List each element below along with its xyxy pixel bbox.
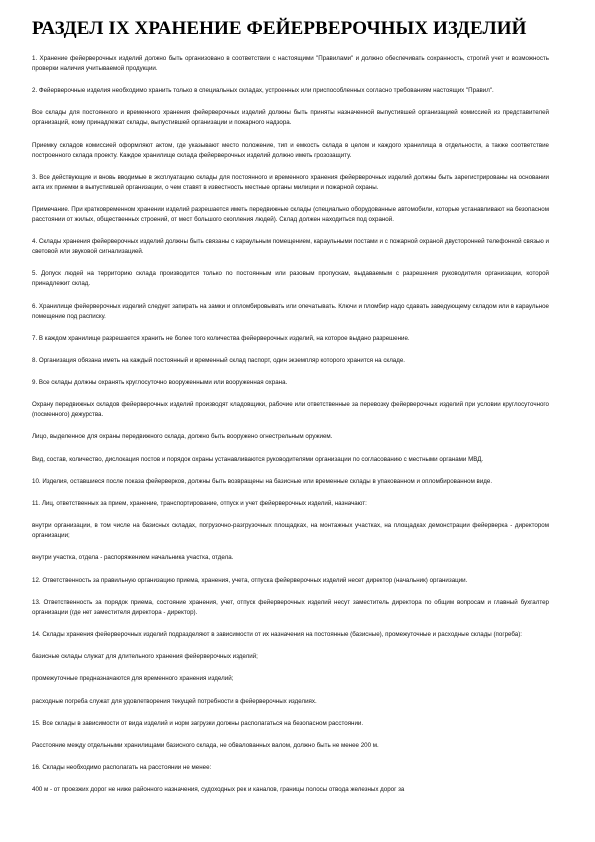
paragraph: 8. Организация обязана иметь на каждый постоянный и временный склад паспорт, один экземпляр которого хранится на складе. <box>32 356 406 364</box>
paragraph: 7. В каждом хранилище разрешается хранить не более того количества фейерверочных изделий, на которое выдано разрешение. <box>32 334 410 342</box>
paragraph: Расстояние между отдельными хранилищами базисного склада, не обвалованных валом, должно быть не менее 200 м. <box>32 741 379 749</box>
paragraph: 5. Допуск людей на территорию склада производится только по постоянным или разовым пропускам, выдаваемым с разрешения руководителя организации, которой принадлежит склад. <box>32 270 549 288</box>
paragraph: Приемку складов комиссией оформляют актом, где указывают место положение, тип и емкость склада в целом и каждого хранилища в отдельности, а также соответствие построенного склада проекту. Каждое хранилище склада фейерверочных изделий должно иметь грозозащиту. <box>32 141 549 159</box>
paragraph: 13. Ответственность за порядок приема, состояние хранения, учет, отпуск фейерверочных изделий несут заместитель директора по общим вопросам и главный бухгалтер организации (где нет заместителя директора - директор). <box>32 598 549 616</box>
paragraph: 15. Все склады в зависимости от вида изделий и норм загрузки должны располагаться на безопасном расстоянии. <box>32 719 364 727</box>
paragraph: внутри участка, отдела - распоряжением начальника участка, отдела. <box>32 554 234 562</box>
document-title: РАЗДЕЛ IX ХРАНЕНИЕ ФЕЙЕРВЕРОЧНЫХ ИЗДЕЛИЙ <box>32 18 527 39</box>
document-body <box>32 54 549 795</box>
paragraph: Лицо, выделенное для охраны передвижного склада, должно быть вооружено огнестрельным оружием. <box>32 433 333 441</box>
paragraph: расходные погреба служат для удовлетворения текущей потребности в фейерверочных изделиях. <box>32 697 317 705</box>
paragraph: Все склады для постоянного и временного хранения фейерверочных изделий должны быть приняты назначенной выпустившей организацией комиссией из представителей организаций, кому принадлежат склады, выпустившей организации и пожарного надзора. <box>32 109 549 127</box>
paragraph: 14. Склады хранения фейерверочных изделий подразделяют в зависимости от их назначения на постоянные (базисные), промежуточные и расходные склады (погреба): <box>32 630 523 638</box>
paragraph: внутри организации, в том числе на базисных складах, погрузочно-разгрузочных площадках, на монтажных участках, на площадках демонстрации фейерверка - директором организации; <box>32 522 549 540</box>
paragraph: 1. Хранение фейерверочных изделий должно быть организовано в соответствии с настоящими "Правилами" и должно обеспечивать сохранность, строгий учет и возможность проверки наличия учитываемой продукции. <box>32 55 549 72</box>
paragraph: Охрану передвижных складов фейерверочных изделий производят кладовщики, рабочие или ответственные за перевозку фейерверочных изделий при условии круглосуточного (посменного) дежурства. <box>32 401 549 419</box>
paragraph: 10. Изделия, оставшиеся после показа фейерверков, должны быть возвращены на базисные или временные склады в упакованном и опломбированном виде. <box>32 477 493 485</box>
paragraph: 11. Лиц, ответственных за прием, хранение, транспортирование, отпуск и учет фейерверочных изделий, назначают: <box>32 500 367 507</box>
paragraph: 16. Склады необходимо располагать на расстоянии не менее: <box>32 764 212 772</box>
paragraph: 12. Ответственность за правильную организацию приема, хранения, учета, отпуска фейерверочных изделий несет директор (начальник) организации. <box>32 576 468 584</box>
paragraph: 400 м - от проезжих дорог не ниже районного назначения, судоходных рек и каналов, границы полосы отвода железных дорог за <box>32 786 405 794</box>
paragraph: 3. Все действующие и вновь вводимые в эксплуатацию склады для постоянного и временного хранения фейерверочных изделий должны быть зарегистрированы на основании акта их приемки в выпустившей организации, о чем ставят в известность местные органы милиции и пожарной охраны. <box>32 173 549 191</box>
paragraph: 2. Фейерверочные изделия необходимо хранить только в специальных складах, устроенных или приспособленных согласно требованиям настоящих "Правил". <box>32 87 494 95</box>
paragraph: Вид, состав, количество, дислокация постов и порядок охраны устанавливаются руководителями организации по согласованию с местными органами МВД. <box>32 455 484 463</box>
paragraph: 4. Склады хранения фейерверочных изделий должны быть связаны с караульным помещением, караульными постами и с пожарной охраной двусторонней телефонной связью и световой или звуковой сигнализацией. <box>32 238 549 256</box>
paragraph: 6. Хранилище фейерверочных изделий следует запирать на замки и опломбировывать или опечатывать. Ключи и пломбир надо сдавать заведующему складом или в караульное помещение под расписку. <box>32 302 549 320</box>
paragraph: Примечание. При кратковременном хранении изделий разрешается иметь передвижные склады (специально оборудованные автомобили, которые устанавливают на безопасном расстоянии от жилых, общественных строений, от мест большого скопления людей). Склад должен находиться под охраной. <box>32 205 549 223</box>
paragraph: 9. Все склады должны охранять круглосуточно вооруженными или вооруженная охрана. <box>32 379 288 387</box>
paragraph: промежуточные предназначаются для временного хранения изделий; <box>32 675 234 683</box>
paragraph: базисные склады служат для длительного хранения фейерверочных изделий; <box>32 653 258 661</box>
